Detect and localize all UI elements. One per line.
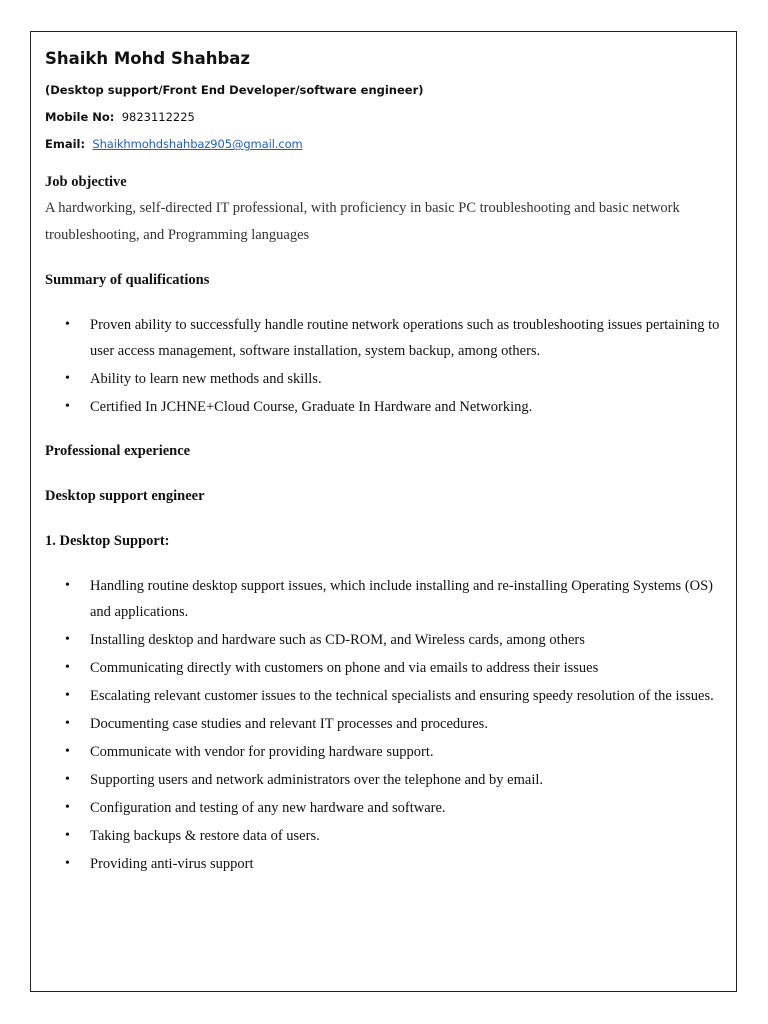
list-item-text: Installing desktop and hardware such as CD-ROM, and Wireless cards, among others xyxy=(90,632,585,648)
bullet-icon: • xyxy=(65,828,70,843)
list-item-text: Escalating relevant customer issues to the technical specialists and ensuring speedy resolution of the issues. xyxy=(90,688,714,704)
list-item-text: Handling routine desktop support issues, which include installing and re-installing Operating Systems (OS) and applications. xyxy=(90,578,714,620)
list-item xyxy=(45,739,725,765)
list-item-text: Providing anti-virus support xyxy=(90,856,254,872)
objective-text: A hardworking, self-directed IT professional, with proficiency in basic PC troubleshooting and basic network troubleshooting, and Programming languages xyxy=(45,200,680,243)
list-item-text: Ability to learn new methods and skills. xyxy=(90,371,322,387)
list-item xyxy=(45,573,725,625)
list-item xyxy=(45,851,725,877)
bullet-icon: • xyxy=(65,632,70,647)
experience-heading: Professional experience xyxy=(45,443,191,459)
list-item-text: Supporting users and network administrators over the telephone and by email. xyxy=(90,772,544,788)
list-item xyxy=(45,823,725,849)
bullet-icon: • xyxy=(65,772,70,787)
list-item-text: Documenting case studies and relevant IT processes and procedures. xyxy=(90,716,488,732)
desktop-support-list xyxy=(45,573,725,879)
job-title: Desktop support engineer xyxy=(45,488,205,504)
list-item-text: Communicating directly with customers on phone and via emails to address their issues xyxy=(90,660,599,676)
list-item-text: Certified In JCHNE+Cloud Course, Graduate In Hardware and Networking. xyxy=(90,399,533,415)
list-item xyxy=(45,767,725,793)
bullet-icon: • xyxy=(65,578,70,593)
list-item-text: Configuration and testing of any new hardware and software. xyxy=(90,800,446,816)
bullet-icon: • xyxy=(65,688,70,703)
email-link[interactable]: Shaikhmohdshahbaz905@gmail.com xyxy=(92,137,303,151)
bullet-icon: • xyxy=(65,371,70,386)
list-item xyxy=(45,795,725,821)
list-item xyxy=(45,683,725,709)
candidate-name: Shaikh Mohd Shahbaz xyxy=(45,49,251,68)
email-line xyxy=(45,137,303,151)
bullet-icon: • xyxy=(65,744,70,759)
list-item xyxy=(45,655,725,681)
candidate-role-text: (Desktop support/Front End Developer/software engineer) xyxy=(45,83,424,97)
bullet-icon: • xyxy=(65,800,70,815)
mobile-label: Mobile No: xyxy=(45,110,115,124)
candidate-role xyxy=(45,83,424,97)
email-label: Email: xyxy=(45,137,86,151)
list-item-text: Taking backups & restore data of users. xyxy=(90,828,320,844)
qualifications-heading: Summary of qualifications xyxy=(45,272,210,288)
bullet-icon: • xyxy=(65,660,70,675)
list-item-text: Communicate with vendor for providing hardware support. xyxy=(90,744,434,760)
mobile-value: 9823112225 xyxy=(121,110,195,124)
bullet-icon: • xyxy=(65,399,70,414)
qualifications-list xyxy=(45,312,725,422)
list-item xyxy=(45,312,725,364)
list-item-text: Proven ability to successfully handle routine network operations such as troubleshooting issues pertaining to user access management, software installation, system backup, among others. xyxy=(90,317,720,359)
list-item xyxy=(45,627,725,653)
section-title: 1. Desktop Support: xyxy=(45,533,170,549)
bullet-icon: • xyxy=(65,856,70,871)
list-item xyxy=(45,394,725,420)
bullet-icon: • xyxy=(65,716,70,731)
list-item xyxy=(45,366,725,392)
mobile-line xyxy=(45,110,195,124)
list-item xyxy=(45,711,725,737)
bullet-icon: • xyxy=(65,317,70,332)
objective-heading: Job objective xyxy=(45,174,127,190)
